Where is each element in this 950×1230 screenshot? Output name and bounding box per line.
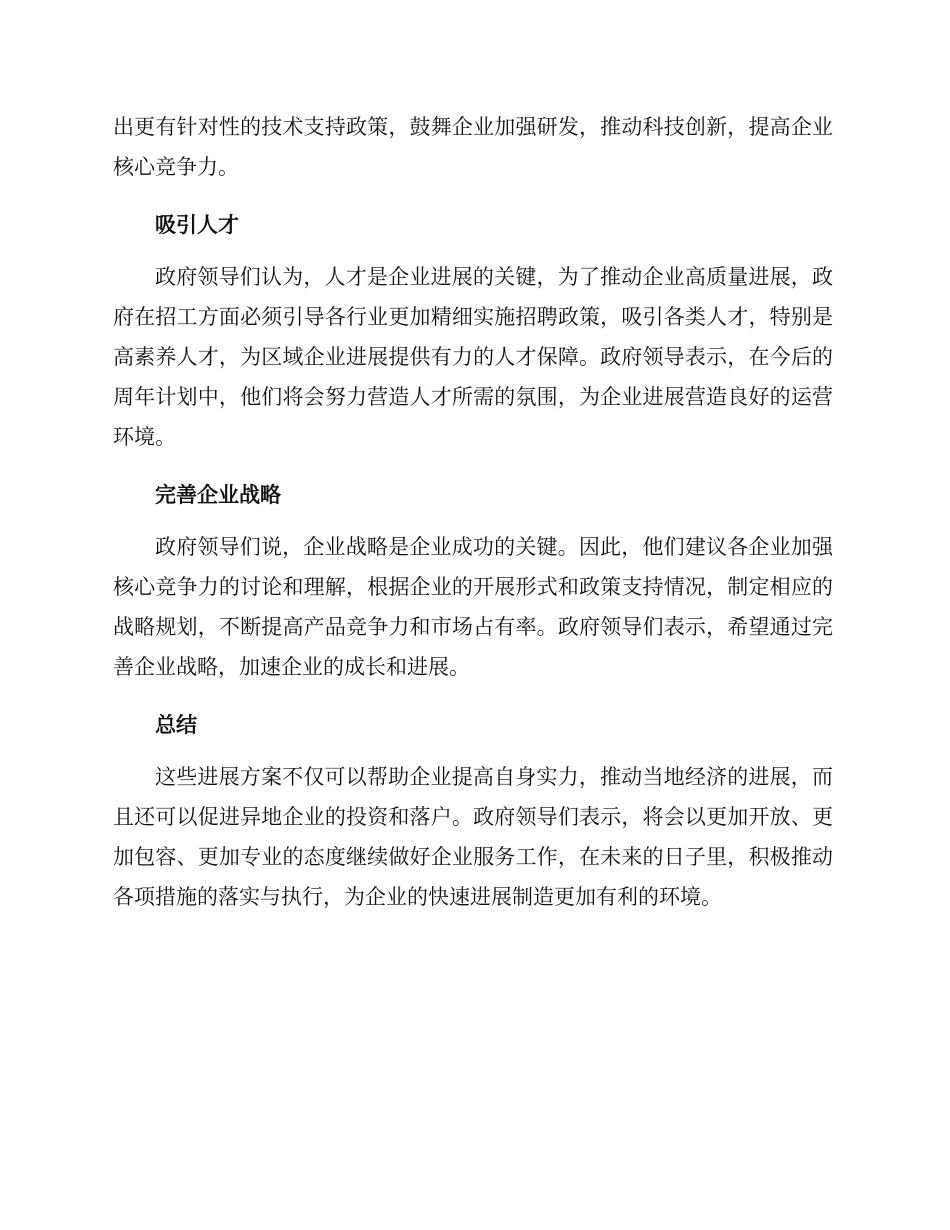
continued-paragraph: 出更有针对性的技术支持政策，鼓舞企业加强研发，推动科技创新，提高企业核心竞争力。	[113, 115, 833, 179]
document-body	[113, 107, 833, 935]
section-paragraph-strategy: 政府领导们说，企业战略是企业成功的关键。因此，他们建议各企业加强核心竞争力的讨论和理解，根据企业的开展形式和政策支持情况，制定相应的战略规划，不断提高产品竞争力和市场占有率。政府领导们表示，希望通过完善企业战略，加速企业的成长和进展。	[113, 535, 833, 679]
section-heading-summary: 总结	[155, 713, 197, 737]
section-paragraph-talent: 政府领导们认为，人才是企业进展的关键，为了推动企业高质量进展，政府在招工方面必须引导各行业更加精细实施招聘政策，吸引各类人才，特别是高素养人才，为区域企业进展提供有力的人才保障。政府领导表示，在今后的周年计划中，他们将会努力营造人才所需的氛围，为企业进展营造良好的运营环境。	[113, 265, 833, 449]
section-heading-strategy: 完善企业战略	[155, 483, 281, 507]
section-paragraph-summary: 这些进展方案不仅可以帮助企业提高自身实力，推动当地经济的进展，而且还可以促进异地企业的投资和落户。政府领导们表示，将会以更加开放、更加包容、更加专业的态度继续做好企业服务工作，在未来的日子里，积极推动各项措施的落实与执行，为企业的快速进展制造更加有利的环境。	[113, 765, 833, 909]
section-heading-talent: 吸引人才	[155, 213, 239, 237]
